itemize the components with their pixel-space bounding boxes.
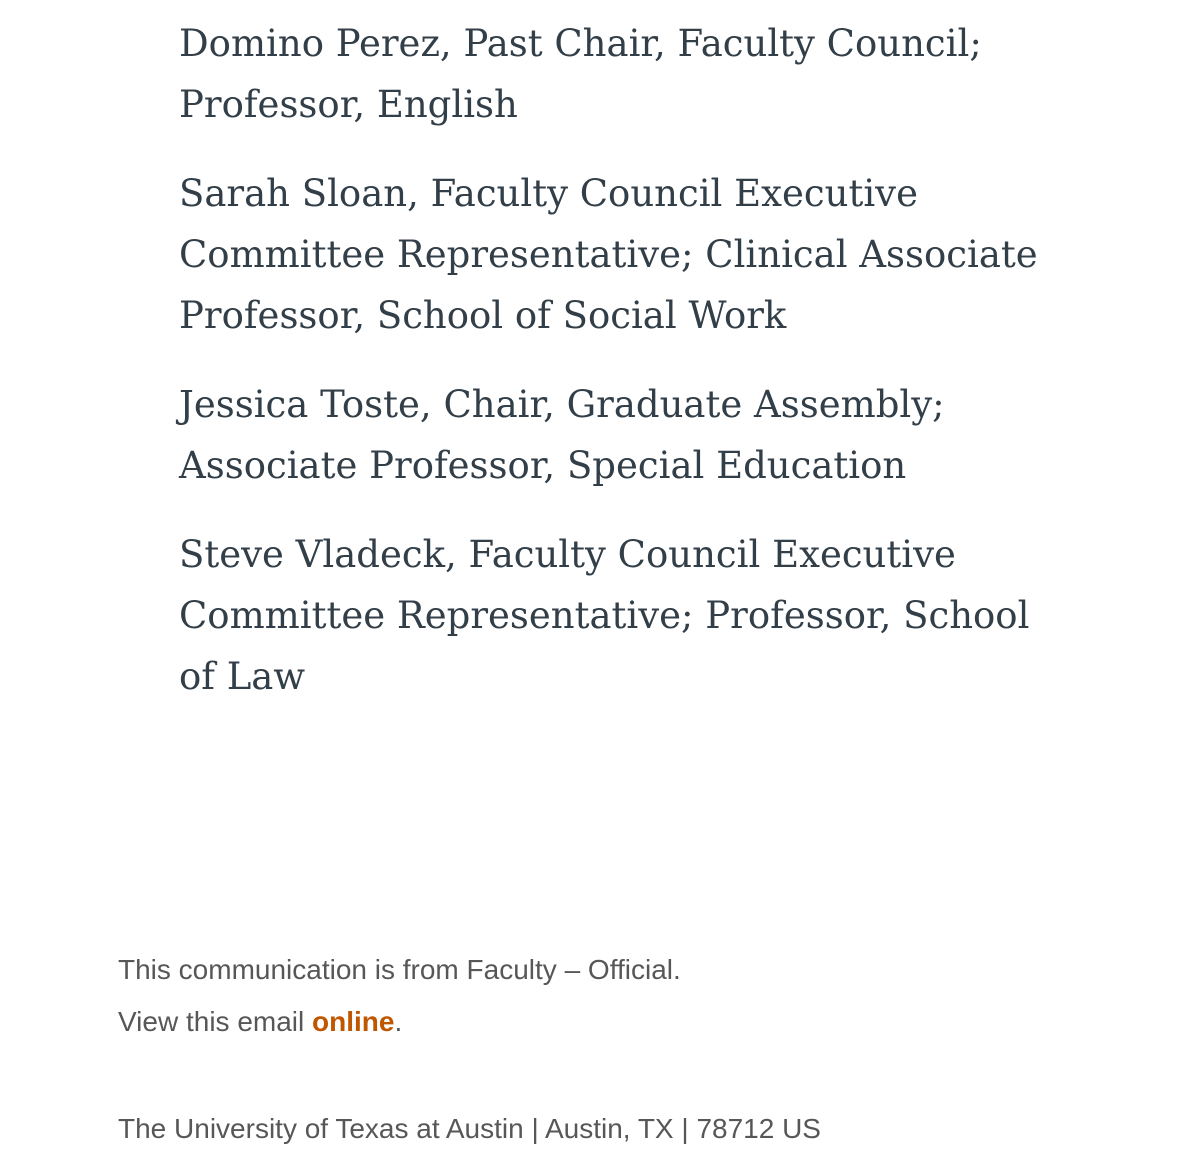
view-online-line (118, 998, 1118, 1046)
member-entry: Domino Perez, Past Chair, Faculty Council; Professor, English (179, 22, 982, 126)
member-entry: Jessica Toste, Chair, Graduate Assembly; Associate Professor, Special Education (179, 383, 945, 487)
member-list (179, 13, 1049, 735)
view-online-suffix: . (394, 1006, 403, 1037)
view-online-link[interactable]: online (312, 1006, 395, 1037)
footer-address: The University of Texas at Austin | Austin, TX | 78712 US (118, 1113, 821, 1144)
member-entry: Steve Vladeck, Faculty Council Executive Committee Representative; Professor, School of Law (179, 533, 1030, 698)
email-footer (118, 946, 1118, 1153)
view-online-prefix: View this email (118, 1006, 313, 1037)
member-entry: Sarah Sloan, Faculty Council Executive Committee Representative; Clinical Associate Professor, School of Social Work (179, 172, 1038, 337)
communication-notice: This communication is from Faculty – Official. (118, 954, 681, 985)
